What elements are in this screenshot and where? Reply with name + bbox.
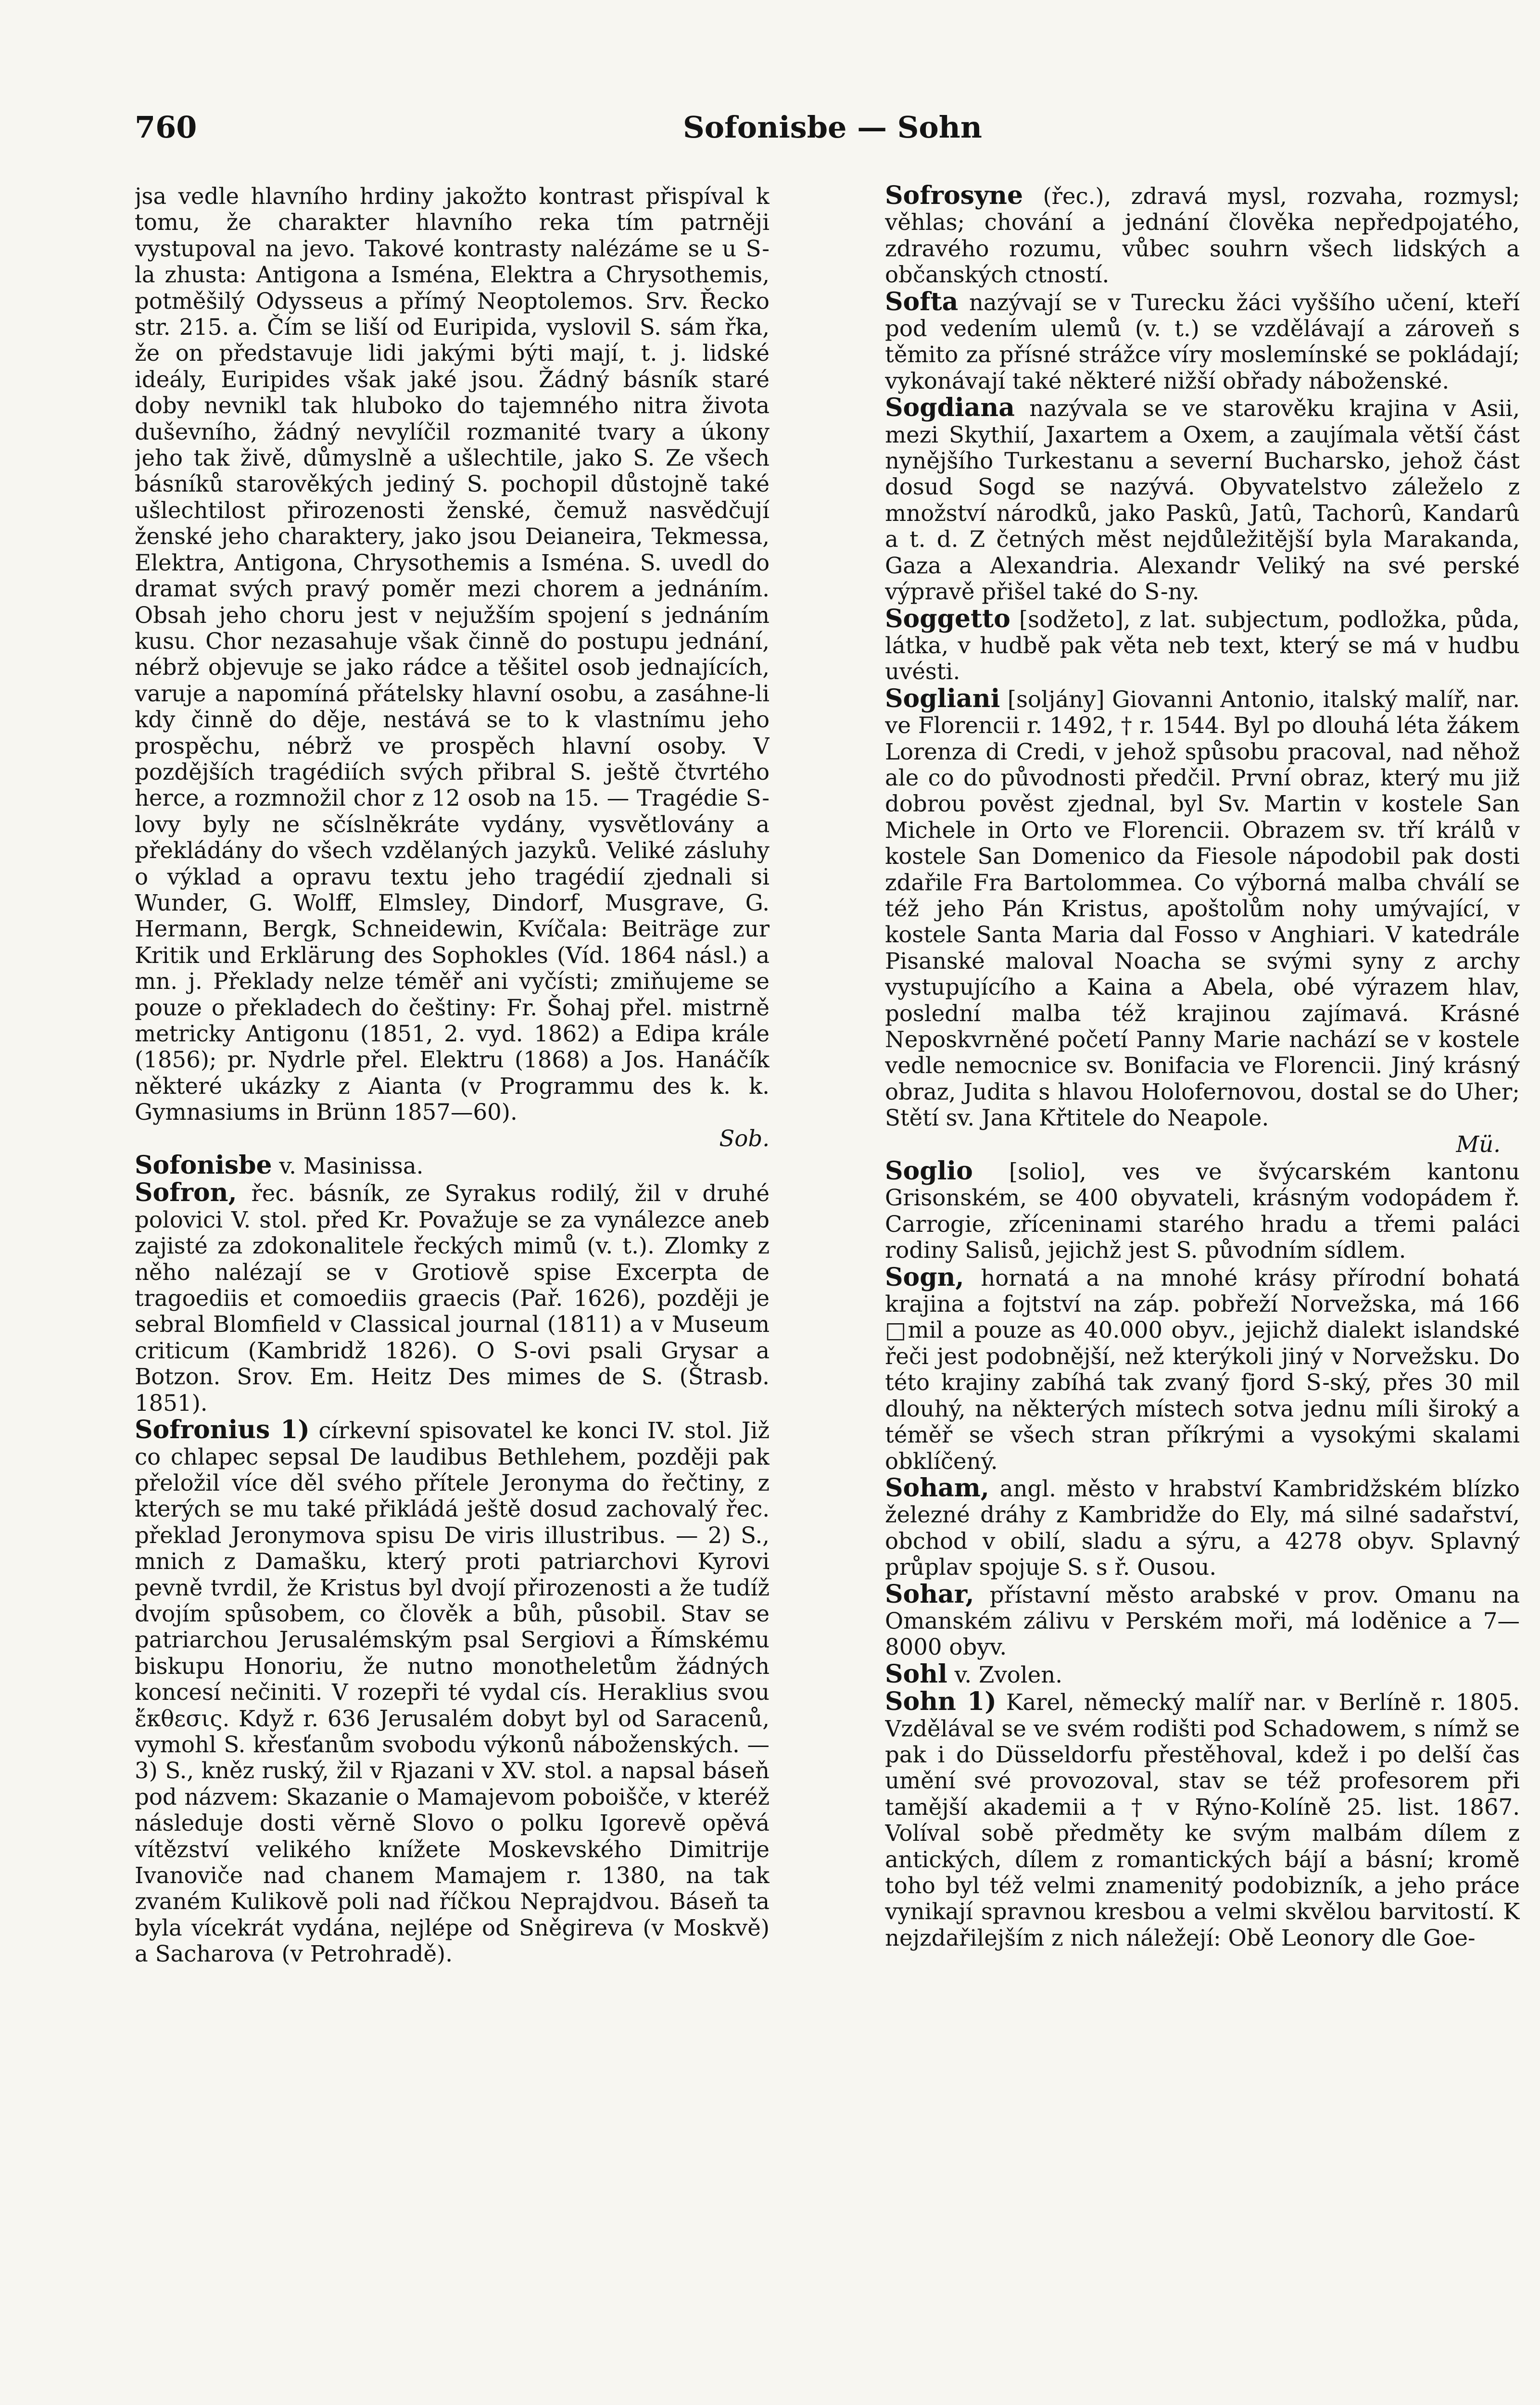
- entry-text: církevní spisovatel ke konci IV. stol. Již co chlapec sepsal De laudibus Bethlehem, později pak přeložil více děl svého přítele Jeronyma do řečtiny, z kterých se mu také přikládá ještě dosud zachovalý řec. překlad Jeronymova spisu De viris illustribus. — 2) S., mnich z Damašku, který proti patriarchovi Kyrovi pevně tvrdil, že Kristus byl dvojí přirozenosti a že tudíž dvojím spůsobem, co člověk a bůh, působil. Stav se patriarchou Jerusalémským psal Sergiovi a Římskému biskupu Honoriu, že nutno monotheletům žádných koncesí nečiniti. V rozepři té vydal cís. Heraklius svou ἔκθεσις. Když r. 636 Jerusalém dobyt byl od Saracenů, vymohl S. křesťanům svobodu výkonů náboženských. — 3) S., kněz ruský, žil v Rjazani v XV. stol. a napsal báseň pod názvem: Skazanie o Mamajevom poboišče, v kteréž následuje dosti věrně Slovo o polku Igorevě opěvá vítězství velikého knížete Moskevského Dimitrije Ivanoviče nad chanem Mamajem r. 1380, na tak zvaném Kulikově poli nad říčkou Neprajdvou. Báseň ta byla vícekrát vydána, nejlépe od Sněgireva (v Moskvě) a Sacharova (v Petrohradě).: [135, 1418, 770, 1967]
- entry-text: angl. město v hrabství Kambridžském blízko železné dráhy z Kambridže do Ely, má silné sadařství, obchod v obilí, sladu a sýru, a 4278 obyv. Splavný průplav spojuje S. s ř. Ousou.: [885, 1475, 1520, 1581]
- entry-sohl: [885, 1661, 1520, 1688]
- right-column: [885, 183, 1520, 2405]
- entry-headword: Sogdiana: [885, 393, 1015, 423]
- entry-text: řec. básník, ze Syrakus rodilý, žil v druhé polovici V. stol. před Kr. Považuje se za vynálezce aneb zajisté za zdokonalitele řeckých mimů (v. t.). Zlomky z něho nalézají se v Grotiově spise Excerpta de tragoediis et comoediis graecis (Pař. 1626), později je sebral Blomfield v Classical journal (1811) a v Museum criticum (Kambridž 1826). O S-ovi psali Grysar a Botzon. Srov. Em. Heitz Des mimes de S. (Štrasb. 1851).: [135, 1180, 770, 1416]
- entry-sophocles-continuation: [135, 183, 770, 1152]
- entry-soham: [885, 1475, 1520, 1581]
- entry-headword: Sofron,: [135, 1178, 237, 1208]
- entry-text: jsa vedle hlavního hrdiny jakožto kontrast přispíval k tomu, že charakter hlavního reka tím patrněji vystupoval na jevo. Takové kontrasty nalézáme se u S-la zhusta: Antigona a Isména, Elektra a Chrysothemis, potměšilý Odysseus a přímý Neoptolemos. Srv. Řecko str. 215. a. Čím se liší od Euripida, vyslovil S. sám řka, že on představuje lidi jakými býti mají, t. j. lidské ideály, Euripides však jaké jsou. Žádný básník staré doby nevnikl tak hluboko do tajemného nitra života duševního, žádný nevylíčil rozmanité tvary a úkony jeho tak živě, důmyslně a ušlechtile, jako S. Ze všech básníků starověkých jediný S. pochopil důstojně také ušlechtilost přirozenosti ženské, čemuž nasvědčují ženské jeho charaktery, jako jsou Deianeira, Tekmessa, Elektra, Antigona, Chrysothemis a Isména. S. uvedl do dramat svých pravý poměr mezi chorem a jednáním. Obsah jeho choru jest v nejužším spojení s jednáním kusu. Chor nezasahuje však činně do postupu jednání, nébrž objevuje se jako rádce a těšitel osob jednajících, varuje a napomíná přátelsky hlavní osobu, a zasáhne-li kdy činně do děje, nestává se to k vlastnímu jeho prospěchu, nébrž ve prospěch hlavní osoby. V pozdějších tragédiích svých přibral S. ještě čtvrtého herce, a rozmnožil chor z 12 osob na 15. — Tragédie S-lovy byly ne sčíslněkráte vydány, vysvětlovány a překládány do všech vzdělaných jazyků. Veliké zásluhy o výklad a opravu textu jeho tragédií zjednali si Wunder, G. Wolff, Elmsley, Dindorf, Musgrave, G. Hermann, Bergk, Schneidewin, Kvíčala: Beiträge zur Kritik und Erklärung des Sophokles (Víd. 1864 násl.) a mn. j. Překlady nelze téměř ani vyčísti; zmiňujeme se pouze o překladech do češtiny: Fr. Šohaj přel. mistrně metricky Antigonu (1851, 2. vyd. 1862) a Edipa krále (1856); pr. Nydrle přel. Elektru (1868) a Jos. Hanáčík některé ukázky z Aianta (v Programmu des k. k. Gymnasiums in Brünn 1857—60).: [135, 183, 770, 1126]
- entry-headword: Sogliani: [885, 684, 1000, 713]
- entry-text: hornatá a na mnohé krásy přírodní bohatá krajina a fojtství na záp. pobřeží Norvežska, má 166 □mil a pouze as 40.000 obyv., jejichž dialekt islandské řeči jest podobnější, než kterýkoli jiný v Norvežsku. Do této krajiny zabíhá tak zvaný fjord S-ský, přes 30 mil dlouhý, na některých místech sotva jednu míli široký a téměř se všech stran příkrými a vysokými skalami obklíčený.: [885, 1265, 1520, 1474]
- entry-sogn: [885, 1262, 1520, 1474]
- entry-headword: Sohn 1): [885, 1687, 997, 1717]
- entry-headword: Sohar,: [885, 1579, 974, 1609]
- entry-headword: Soggetto: [885, 604, 1010, 633]
- left-column: [135, 183, 770, 2405]
- entry-signature: Mü.: [1456, 1131, 1501, 1157]
- entry-headword: Sohl: [885, 1659, 947, 1689]
- running-head: Sofonisbe — Sohn: [683, 110, 982, 145]
- entry-text: v. Zvolen.: [954, 1661, 1063, 1688]
- entry-headword: Soglio: [885, 1156, 973, 1186]
- entry-sofrosyne: [885, 183, 1520, 288]
- entry-softa: [885, 289, 1520, 394]
- entry-headword: Sogn,: [885, 1262, 964, 1292]
- entry-sogdiana: [885, 395, 1520, 605]
- entry-soglio: [885, 1158, 1520, 1264]
- page-header: [135, 110, 1424, 153]
- entry-sofronius: [135, 1417, 770, 1967]
- entry-sohar: [885, 1579, 1520, 1660]
- entry-text: [soljány] Giovanni Antonio, italský malíř, nar. ve Florencii r. 1492, † r. 1544. Byl po dlouhá léta žákem Lorenza di Credi, v jehož spůsobu pracoval, nad něhož ale co do původnosti předčil. První obraz, který mu již dobrou pověst zjednal, byl Sv. Martin v kostele San Michele in Orto ve Florencii. Obrazem sv. tří králů v kostele San Domenico da Fiesole nápodobil pak dosti zdařile Fra Bartolommea. Co výborná malba chválí se též jeho Pán Kristus, apoštolům nohy umývající, v kostele Santa Maria dal Fosso v Anghiari. V katedrále Pisanské maloval Noacha se svými syny z archy vystupujícího a Kaina a Abela, obé výrazem hlav, poslední malba též krajinou zajímavá. Krásné Neposkvrněné početí Panny Marie nachází se v kostele vedle nemocnice sv. Bonifacia ve Florencii. Jiný krásný obraz, Judita s hlavou Holofernovou, dostal se do Uher; Stětí sv. Jana Křtitele do Neapole.: [885, 686, 1520, 1131]
- entry-sohn: [885, 1689, 1520, 1951]
- entry-headword: Softa: [885, 287, 959, 316]
- entry-headword: Sofrosyne: [885, 183, 1023, 210]
- page-number: 760: [135, 110, 197, 145]
- entry-text: (řec.), zdravá mysl, rozvaha, rozmysl; věhlas; chování a jednání člověka nepředpojatého, zdravého rozumu, vůbec souhrn všech lidských a občanských ctností.: [885, 183, 1520, 288]
- entry-text: Karel, německý malíř nar. v Berlíně r. 1805. Vzdělával se ve svém rodišti pod Schadowem, s nímž se pak i do Düsseldorfu přestěhoval, kdež i po delší čas umění své provozoval, stav se též profesorem při tamější akademii a † v Rýno-Kolíně 25. list. 1867. Volíval sobě předměty ke svým malbám dílem z antických, dílem z romantických bájí a básní; kromě toho byl též velmi znamenitý podobizník, a jeho práce vynikají spravnou kresbou a velmi skvělou barvitostí. K nejzdařilejším z nich náležejí: Obě Leonory dle Goe-: [885, 1689, 1520, 1951]
- entry-text: [sodžeto], z lat. subjectum, podložka, půda, látka, v hudbě pak věta neb text, který se má v hudbu uvésti.: [885, 606, 1520, 685]
- entry-headword: Sofonisbe: [135, 1151, 272, 1180]
- entry-headword: Soham,: [885, 1473, 989, 1503]
- entry-text: v. Masinissa.: [279, 1153, 424, 1179]
- entry-sogliani: [885, 686, 1520, 1157]
- entry-text: přístavní město arabské v prov. Omanu na Omanském zálivu v Perském moři, má loděnice a 7—8000 obyv.: [885, 1582, 1520, 1660]
- entry-signature: Sob.: [719, 1125, 770, 1152]
- entry-headword: Sofronius 1): [135, 1415, 310, 1445]
- entry-sofron: [135, 1180, 770, 1416]
- entry-text: nazývají se v Turecku žáci vyššího učení, kteří pod vedením ulemů (v. t.) se vzdělávají a zároveň s těmito za přísné strážce víry moslemínské se pokládají; vykonávají také některé nižší obřady náboženské.: [885, 289, 1520, 394]
- entry-sofonisbe: [135, 1152, 770, 1179]
- entry-text: nazývala se ve starověku krajina v Asii, mezi Skythií, Jaxartem a Oxem, a zaujímala větší část nynějšího Turkestanu a severní Bucharsko, jehož část dosud Sogd se nazývá. Obyvatelstvo záleželo z množství národků, jako Paskû, Jatû, Tachorû, Kandarû a t. d. Z četných měst nejdůležitější byla Marakanda, Gaza a Alexandria. Alexandr Veliký na své perské výpravě přišel také do S-ny.: [885, 395, 1520, 605]
- entry-soggetto: [885, 606, 1520, 685]
- entry-text: [solio], ves ve švýcarském kantonu Grisonském, se 400 obyvateli, krásným vodopádem ř. Carrogie, zříceninami starého hradu a třemi paláci rodiny Salisů, jejichž jest S. původním sídlem.: [885, 1159, 1520, 1264]
